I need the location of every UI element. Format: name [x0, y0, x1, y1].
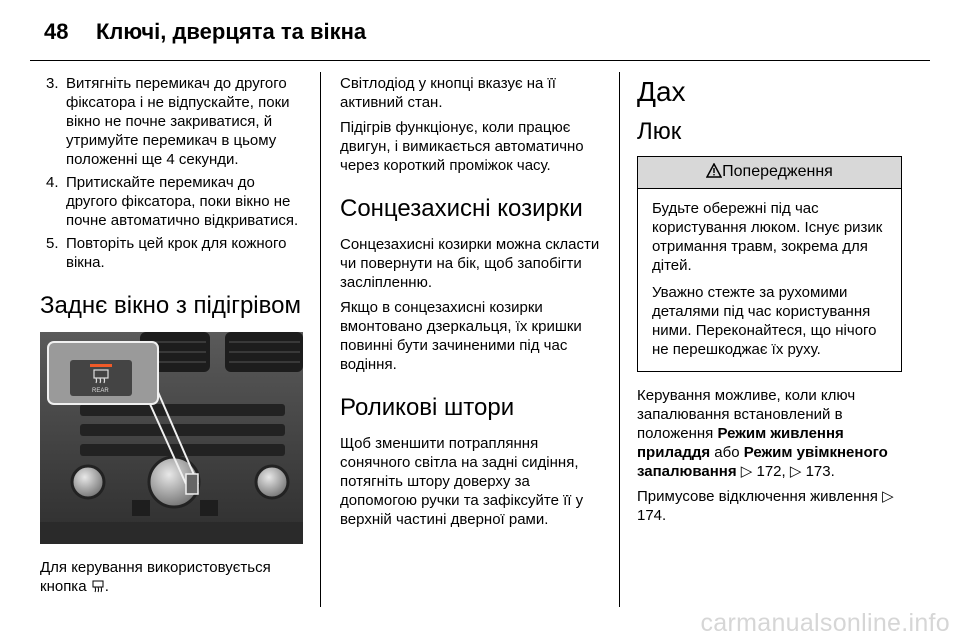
warning-body	[638, 189, 901, 371]
step-number: 3.	[46, 75, 59, 92]
warning-header	[638, 157, 901, 189]
dashboard-illustration	[40, 332, 303, 544]
paragraph: Щоб зменшити потрапляння сонячного світла на задні сидіння, потягніть штору доверху за допомогою ручки та зафіксуйте її у верхній частині дверної рами.	[340, 435, 584, 528]
page-header	[44, 10, 366, 54]
step-number: 4.	[46, 174, 59, 191]
step-text: Витягніть перемикач до другого фіксатора і не відпускайте, поки вікно не почне закриватися, й утримуйте перемикач в цьому положенні ще 4 секунди.	[66, 75, 290, 168]
warning-paragraph: Уважно стежте за рухомими деталями під час користування ними. Переконайтеся, що нічого не перешкоджає їх руху.	[652, 284, 877, 358]
paragraph: Світлодіод у кнопці вказує на її активний стан.	[340, 75, 556, 111]
heading-rear-window: Заднє вікно з підігрівом	[40, 292, 301, 319]
rear-button-label: REAR	[92, 388, 109, 394]
paragraph: Підігрів функціонує, коли працює двигун, і вимикається автоматично через короткий проміжок часу.	[340, 119, 584, 174]
warning-paragraph: Будьте обережні під час користування люком. Існує ризик отримання травм, зокрема для дітей.	[652, 200, 883, 274]
paragraph-control	[637, 386, 902, 481]
watermark: carmanualsonline.info	[700, 609, 950, 637]
control-text-mid: або	[714, 444, 740, 461]
list-item	[40, 234, 303, 272]
page-title: Ключі, дверцята та вікна	[96, 19, 367, 44]
heading-sunroof: Люк	[637, 118, 682, 145]
column-divider-2	[619, 72, 620, 607]
paragraph-force-off	[637, 487, 902, 525]
paragraph: Сонцезахисні козирки можна скласти чи повернути на бік, щоб запобігти засліпленню.	[340, 236, 600, 291]
page-ref[interactable]: 174.	[637, 507, 667, 524]
page-ref-arrow-icon: ▷	[882, 488, 894, 505]
page-ref-arrow-icon: ▷	[740, 463, 753, 480]
page-ref[interactable]: 173.	[805, 463, 835, 480]
step-text: Притискайте перемикач до другого фіксатора, поки вікно не почне автоматично відкриватися.	[66, 174, 299, 229]
heading-sun-visors: Сонцезахисні козирки	[340, 195, 583, 222]
page-number: 48	[44, 19, 69, 44]
control-text: Керування можливе, коли ключ запалювання встановлений в положення	[637, 387, 856, 442]
warning-box	[637, 156, 902, 372]
column-left	[40, 74, 303, 604]
column-middle	[340, 74, 603, 535]
mode-ignition: Режим увімкненого запалювання	[637, 444, 888, 480]
column-divider-1	[320, 72, 321, 607]
heading-roller-blinds: Роликові штори	[340, 394, 515, 421]
column-right	[637, 74, 902, 531]
warning-title: Попередження	[722, 163, 833, 180]
step-number: 5.	[46, 235, 59, 252]
step-text: Повторіть цей крок для кожного вікна.	[66, 235, 287, 271]
page-ref[interactable]: 172,	[756, 463, 786, 480]
steps-list	[40, 74, 303, 272]
list-item	[40, 173, 303, 230]
force-off-text: Примусове відключення живлення	[637, 488, 878, 505]
rear-defrost-icon	[91, 579, 105, 598]
header-rule	[30, 60, 930, 61]
dashboard-photo	[40, 332, 303, 544]
page-ref-arrow-icon: ▷	[789, 463, 802, 480]
caption-text: Для керування використовується кнопка	[40, 559, 271, 595]
caption-end: .	[104, 578, 109, 595]
mode-accessory: Режим живлення приладдя	[637, 425, 844, 461]
warning-triangle-icon	[706, 163, 722, 183]
list-item	[40, 74, 303, 169]
caption	[40, 558, 303, 598]
paragraph: Якщо в сонцезахисні козирки вмонтовано дзеркальця, їх кришки повинні бути зачиненими під час водіння.	[340, 299, 582, 373]
heading-roof: Дах	[637, 76, 686, 107]
